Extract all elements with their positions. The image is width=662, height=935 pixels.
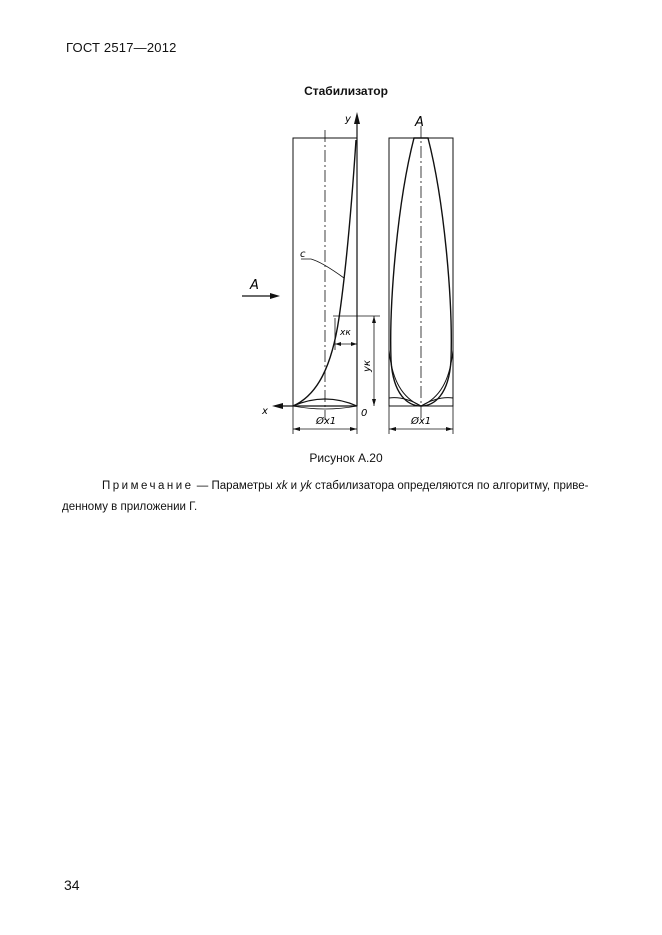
- figure-caption: Рисунок А.20: [309, 451, 383, 465]
- curve-leader: [301, 259, 344, 278]
- dim-right-arrow-l: [389, 427, 396, 431]
- profile-curve: [293, 140, 356, 406]
- base-curve-left: [389, 398, 421, 406]
- page-number: 34: [64, 877, 80, 893]
- y-axis-arrow: [354, 112, 360, 124]
- dim-left-arrow-l: [293, 427, 300, 431]
- note-yk: yk: [300, 480, 312, 492]
- dim-right-arrow-r: [446, 427, 453, 431]
- document-header: ГОСТ 2517—2012: [66, 40, 177, 55]
- xk-arrow-left: [335, 342, 341, 346]
- note-and: и: [287, 480, 301, 492]
- note-line-2: денному в приложении Г.: [62, 501, 198, 513]
- view-top-label: A: [415, 115, 424, 130]
- note-line-1: [62, 476, 630, 497]
- note-lead: Примечание: [102, 480, 194, 492]
- dim-left-arrow-r: [350, 427, 357, 431]
- note-text-after: стабилизатора определяются по алгоритму, приве-: [311, 480, 589, 492]
- yk-arrow-top: [372, 316, 376, 323]
- curve-label: c: [300, 249, 306, 260]
- note-paragraph: [62, 476, 630, 518]
- note-xk: xk: [275, 480, 288, 492]
- origin-label: 0: [361, 408, 368, 419]
- y-axis-label: y: [345, 114, 351, 125]
- note-text-before: — Параметры: [193, 480, 276, 492]
- x-axis-arrow: [272, 403, 283, 409]
- dim-right-label: Øx1: [411, 416, 432, 427]
- view-arrow-head: [270, 293, 280, 299]
- xk-arrow-right: [351, 342, 357, 346]
- base-curve-right: [421, 398, 453, 406]
- yk-label: yк: [362, 360, 373, 372]
- xk-label: xк: [340, 328, 351, 338]
- yk-arrow-bottom: [372, 399, 376, 406]
- dim-left-label: Øx1: [316, 416, 337, 427]
- x-axis-label: x: [262, 406, 268, 417]
- view-arrow-label: A: [250, 278, 259, 293]
- figure-title: Стабилизатор: [304, 84, 388, 98]
